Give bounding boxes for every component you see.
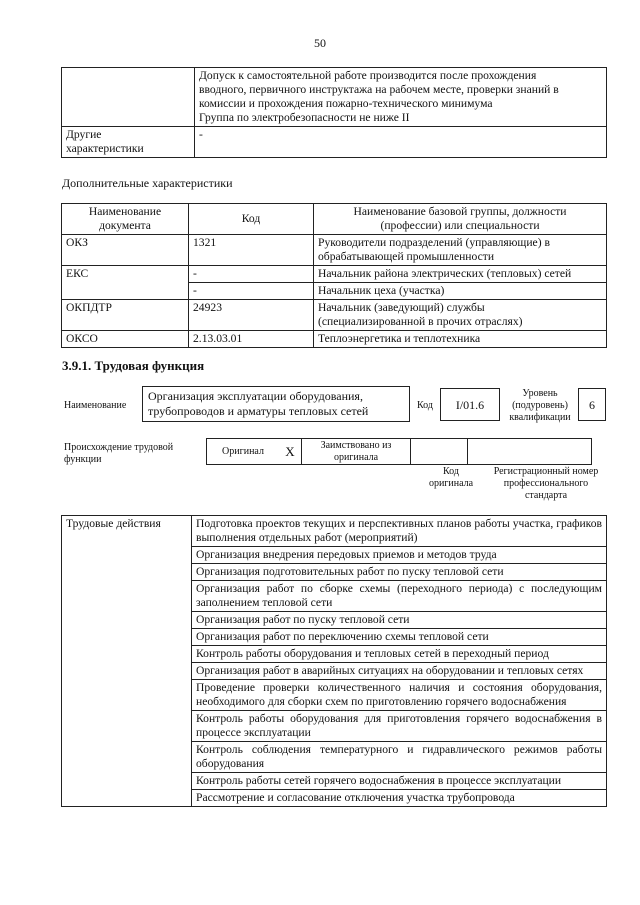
origin-table bbox=[206, 438, 592, 465]
cell-code: 1321 bbox=[189, 235, 314, 266]
labor-action-item: Контроль работы оборудования для приготовления горячего водоснабжения в процессе эксплуатации bbox=[192, 711, 607, 742]
text-line: Уровень bbox=[522, 388, 558, 399]
cell-code: - bbox=[189, 283, 314, 300]
qualification-level-label bbox=[506, 388, 574, 424]
text-line: обрабатывающей промышленности bbox=[318, 250, 495, 263]
cell-name bbox=[314, 300, 607, 331]
labor-action-item: Проведение проверки количественного наличия и состояния оборудования, необходимого для сборки схем по приготовлению горячего водоснабжения bbox=[192, 680, 607, 711]
labor-action-item: Организация работ по пуску тепловой сети bbox=[192, 612, 607, 629]
cell-name bbox=[314, 331, 607, 348]
cell-document: ОКСО bbox=[62, 331, 189, 348]
labor-action-item: Подготовка проектов текущих и перспективных планов работы участка, графиков выполнения отдельных работ (мероприятий) bbox=[192, 516, 607, 547]
text-line: Другие bbox=[66, 128, 102, 141]
function-code-box: I/01.6 bbox=[440, 388, 500, 421]
text-line: Начальник цеха (участка) bbox=[318, 284, 445, 297]
text-line: функции bbox=[64, 454, 102, 465]
qualification-level-box: 6 bbox=[578, 388, 606, 421]
labor-actions-header: Трудовые действия bbox=[62, 516, 192, 807]
column-header-document bbox=[62, 204, 189, 235]
labor-action-item: Организация работ по переключению схемы тепловой сети bbox=[192, 629, 607, 646]
labor-function-heading: 3.9.1. Трудовая функция bbox=[62, 358, 205, 373]
text-line: оригинала bbox=[428, 478, 474, 489]
text-line: профессионального bbox=[503, 478, 589, 489]
cell-document: ЕКС bbox=[62, 266, 189, 300]
original-code-cell bbox=[411, 439, 468, 465]
labor-actions-table bbox=[61, 515, 607, 807]
text-line: Код bbox=[443, 466, 459, 477]
text-line: Группа по электробезопасности не ниже II bbox=[199, 111, 410, 124]
original-mark: X bbox=[279, 439, 302, 465]
cell-document: ОКПДТР bbox=[62, 300, 189, 331]
origin-label bbox=[64, 442, 173, 466]
labor-action-item: Организация работ по сборке схемы (переходного периода) с последующим заполнением тепловой сети bbox=[192, 581, 607, 612]
text-line: вводного, первичного инструктажа на рабочем месте, проверки знаний в bbox=[199, 83, 559, 96]
borrowed-label bbox=[302, 439, 411, 465]
table-row bbox=[207, 439, 592, 465]
requirements-text bbox=[195, 68, 607, 127]
page-number: 50 bbox=[314, 36, 326, 50]
text-line: характеристики bbox=[66, 142, 144, 155]
text-line: трубопроводов и арматуры тепловых сетей bbox=[148, 404, 369, 418]
table-row bbox=[62, 300, 607, 331]
labor-action-item: Контроль работы сетей горячего водоснабжения в процессе эксплуатации bbox=[192, 773, 607, 790]
table-header-row bbox=[62, 204, 607, 235]
additional-characteristics-caption: Дополнительные характеристики bbox=[62, 176, 233, 190]
table-row bbox=[62, 68, 607, 127]
text-line: (профессии) или специальности bbox=[380, 219, 540, 232]
row-label bbox=[62, 68, 195, 127]
labor-action-item: Рассмотрение и согласование отключения участка трубопровода bbox=[192, 790, 607, 807]
additional-characteristics-table bbox=[61, 203, 607, 348]
text-line: Начальник района электрических (тепловых) сетей bbox=[318, 267, 572, 280]
text-line: документа bbox=[99, 219, 151, 232]
text-line: - bbox=[199, 128, 203, 141]
other-characteristics-value bbox=[195, 127, 607, 158]
text-line: Заимствовано из bbox=[320, 439, 392, 451]
labor-action-item: Организация подготовительных работ по пуску тепловой сети bbox=[192, 564, 607, 581]
cell-name bbox=[314, 266, 607, 283]
text-line: Происхождение трудовой bbox=[64, 442, 174, 453]
column-header-code: Код bbox=[189, 204, 314, 235]
text-line: Теплоэнергетика и теплотехника bbox=[318, 332, 481, 345]
registration-number-cell bbox=[468, 439, 592, 465]
table-row bbox=[62, 516, 607, 547]
function-name-label: Наименование bbox=[64, 400, 127, 411]
function-name-box bbox=[142, 386, 410, 422]
text-line: Наименование базовой группы, должности bbox=[353, 205, 567, 218]
original-code-caption bbox=[418, 466, 484, 490]
text-line: Наименование bbox=[88, 205, 162, 218]
cell-document: ОКЗ bbox=[62, 235, 189, 266]
cell-name bbox=[314, 283, 607, 300]
cell-code: 2.13.03.01 bbox=[189, 331, 314, 348]
table-row bbox=[62, 266, 607, 283]
cell-code: 24923 bbox=[189, 300, 314, 331]
text-line: Руководители подразделений (управляющие) в bbox=[318, 236, 550, 249]
row-label bbox=[62, 127, 195, 158]
text-line: стандарта bbox=[524, 490, 568, 501]
text-line: Регистрационный номер bbox=[493, 466, 599, 477]
column-header-name bbox=[314, 204, 607, 235]
text-line: Начальник (заведующий) службы bbox=[318, 301, 485, 314]
registration-number-caption bbox=[484, 466, 608, 502]
text-line: Допуск к самостоятельной работе производится после прохождения bbox=[199, 69, 537, 82]
table-row bbox=[62, 127, 607, 158]
text-line: (специализированной в прочих отраслях) bbox=[318, 315, 523, 328]
text-line: Организация эксплуатации оборудования, bbox=[148, 389, 363, 403]
labor-action-item: Контроль соблюдения температурного и гидравлического режимов работы оборудования bbox=[192, 742, 607, 773]
code-label: Код bbox=[417, 400, 433, 411]
requirements-table bbox=[61, 67, 607, 158]
original-label: Оригинал bbox=[207, 439, 280, 465]
text-line: квалификации bbox=[509, 412, 571, 423]
text-line: (подуровень) bbox=[512, 400, 568, 411]
labor-action-item: Контроль работы оборудования и тепловых сетей в переходный период bbox=[192, 646, 607, 663]
cell-name bbox=[314, 235, 607, 266]
table-row bbox=[62, 331, 607, 348]
text-line: комиссии и прохождения пожарно-технического минимума bbox=[199, 97, 493, 110]
labor-action-item: Организация внедрения передовых приемов и методов труда bbox=[192, 547, 607, 564]
labor-action-item: Организация работ в аварийных ситуациях на оборудовании и тепловых сетях bbox=[192, 663, 607, 680]
table-row bbox=[62, 235, 607, 266]
cell-code: - bbox=[189, 266, 314, 283]
text-line: оригинала bbox=[333, 451, 379, 463]
